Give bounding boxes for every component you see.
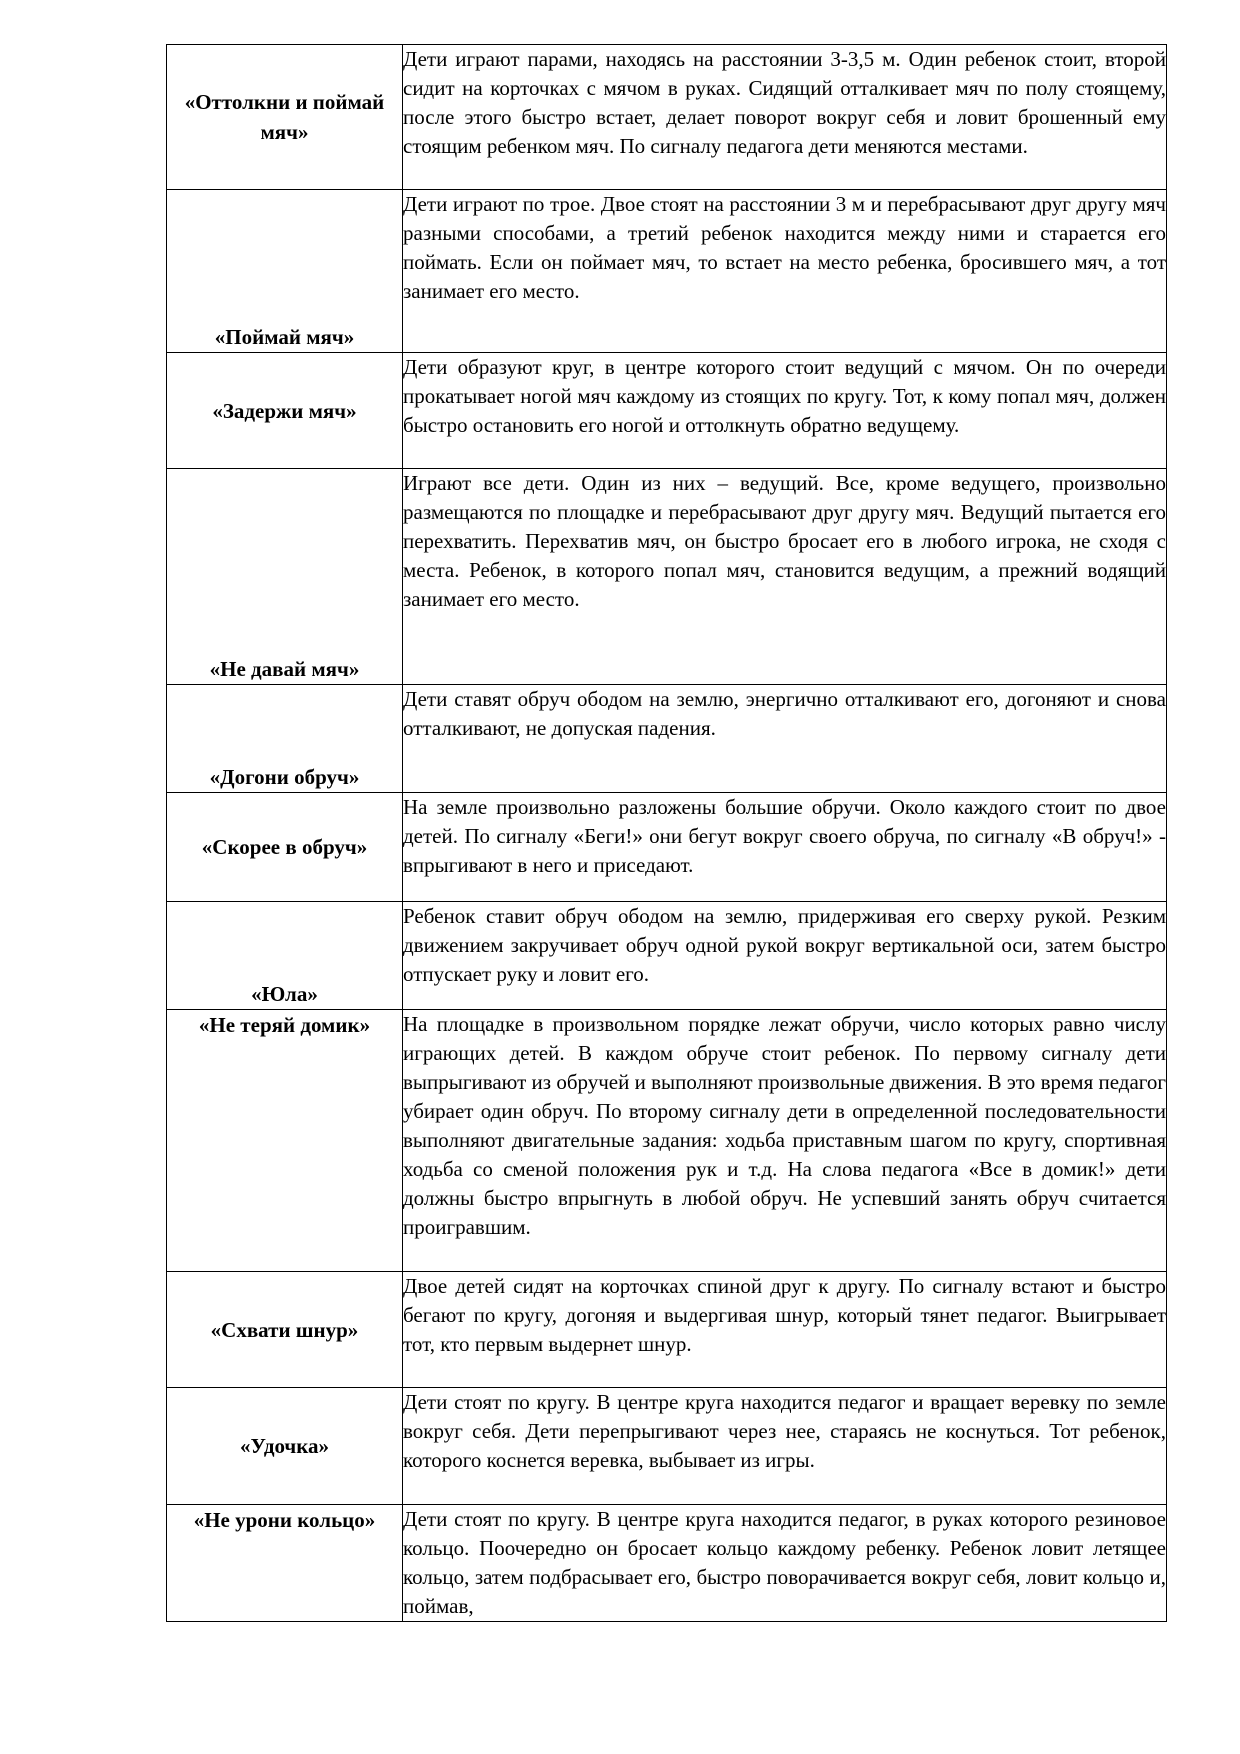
table-row [167,902,1167,1010]
table-row [167,469,1167,685]
game-description: На площадке в произвольном порядке лежат обручи, число которых равно числу играющих детей. В каждом обруче стоит ребенок. По первому сигналу дети выпрыгивают из обручей и выполняют произвольные движения. В это время педагог убирает один обруч. По второму сигналу дети в определенной последовательности выполняют двигательные задания: ходьба приставным шагом по кругу, спортивная ходьба со сменой положения рук и т.д. На слова педагога «Все в домик!» дети должны быстро впрыгнуть в любой обруч. Не успевший занять обруч считается проигравшим. [403,1010,1167,1272]
game-description: Дети ставят обруч ободом на землю, энергично отталкивают его, догоняют и снова отталкивают, не допуская падения. [403,685,1167,793]
game-description: Дети стоят по кругу. В центре круга находится педагог и вращает веревку по земле вокруг себя. Дети перепрыгивают через нее, стараясь не коснуться. Тот ребенок, которого коснется веревка, выбывает из игры. [403,1388,1167,1505]
game-description: Играют все дети. Один из них – ведущий. Все, кроме ведущего, произвольно размещаются по площадке и перебрасывают друг другу мяч. Ведущий пытается его перехватить. Перехватив мяч, он быстро бросает его в любого игрока, не сходя с места. Ребенок, в которого попал мяч, становится ведущим, а прежний водящий занимает его место. [403,469,1167,685]
game-name: «Поймай мяч» [167,190,403,353]
table-row [167,353,1167,469]
game-name: «Удочка» [167,1388,403,1505]
table-row [167,1272,1167,1388]
game-description: Дети играют по трое. Двое стоят на расстоянии 3 м и перебрасывают друг другу мяч разными способами, а третий ребенок находится между ними и старается его поймать. Если он поймает мяч, то встает на место ребенка, бросившего мяч, а тот занимает его место. [403,190,1167,353]
game-description: Дети образуют круг, в центре которого стоит ведущий с мячом. Он по очереди прокатывает ногой мяч каждому из стоящих по кругу. Тот, к кому попал мяч, должен быстро остановить его ногой и оттолкнуть обратно ведущему. [403,353,1167,469]
table-row [167,1010,1167,1272]
game-description: Ребенок ставит обруч ободом на землю, придерживая его сверху рукой. Резким движением закручивает обруч одной рукой вокруг вертикальной оси, затем быстро отпускает руку и ловит его. [403,902,1167,1010]
game-name: «Не урони кольцо» [167,1505,403,1622]
game-description: На земле произвольно разложены большие обручи. Около каждого стоит по двое детей. По сигналу «Беги!» они бегут вокруг своего обруча, по сигналу «В обруч!» - впрыгивают в него и приседают. [403,793,1167,902]
table-row [167,793,1167,902]
game-name: «Скорее в обруч» [167,793,403,902]
game-name: «Оттолкни и поймай мяч» [167,45,403,190]
game-description: Дети играют парами, находясь на расстоянии 3-3,5 м. Один ребенок стоит, второй сидит на корточках с мячом в руках. Сидящий отталкивает мяч по полу стоящему, после этого быстро встает, делает поворот вокруг себя и ловит брошенный ему стоящим ребенком мяч. По сигналу педагога дети меняются местами. [403,45,1167,190]
game-description: Двое детей сидят на корточках спиной друг к другу. По сигналу встают и быстро бегают по кругу, догоняя и выдергивая шнур, который тянет педагог. Выигрывает тот, кто первым выдернет шнур. [403,1272,1167,1388]
game-name: «Не давай мяч» [167,469,403,685]
table-row [167,1388,1167,1505]
table-row [167,1505,1167,1622]
game-name: «Догони обруч» [167,685,403,793]
game-name: «Юла» [167,902,403,1010]
games-table [166,44,1167,1622]
game-name: «Задержи мяч» [167,353,403,469]
table-row [167,685,1167,793]
table-row [167,190,1167,353]
game-name: «Схвати шнур» [167,1272,403,1388]
game-description: Дети стоят по кругу. В центре круга находится педагог, в руках которого резиновое кольцо. Поочередно он бросает кольцо каждому ребенку. Ребенок ловит летящее кольцо, затем подбрасывает его, быстро поворачивается вокруг себя, ловит кольцо и, поймав, [403,1505,1167,1622]
table-row [167,45,1167,190]
game-name: «Не теряй домик» [167,1010,403,1272]
